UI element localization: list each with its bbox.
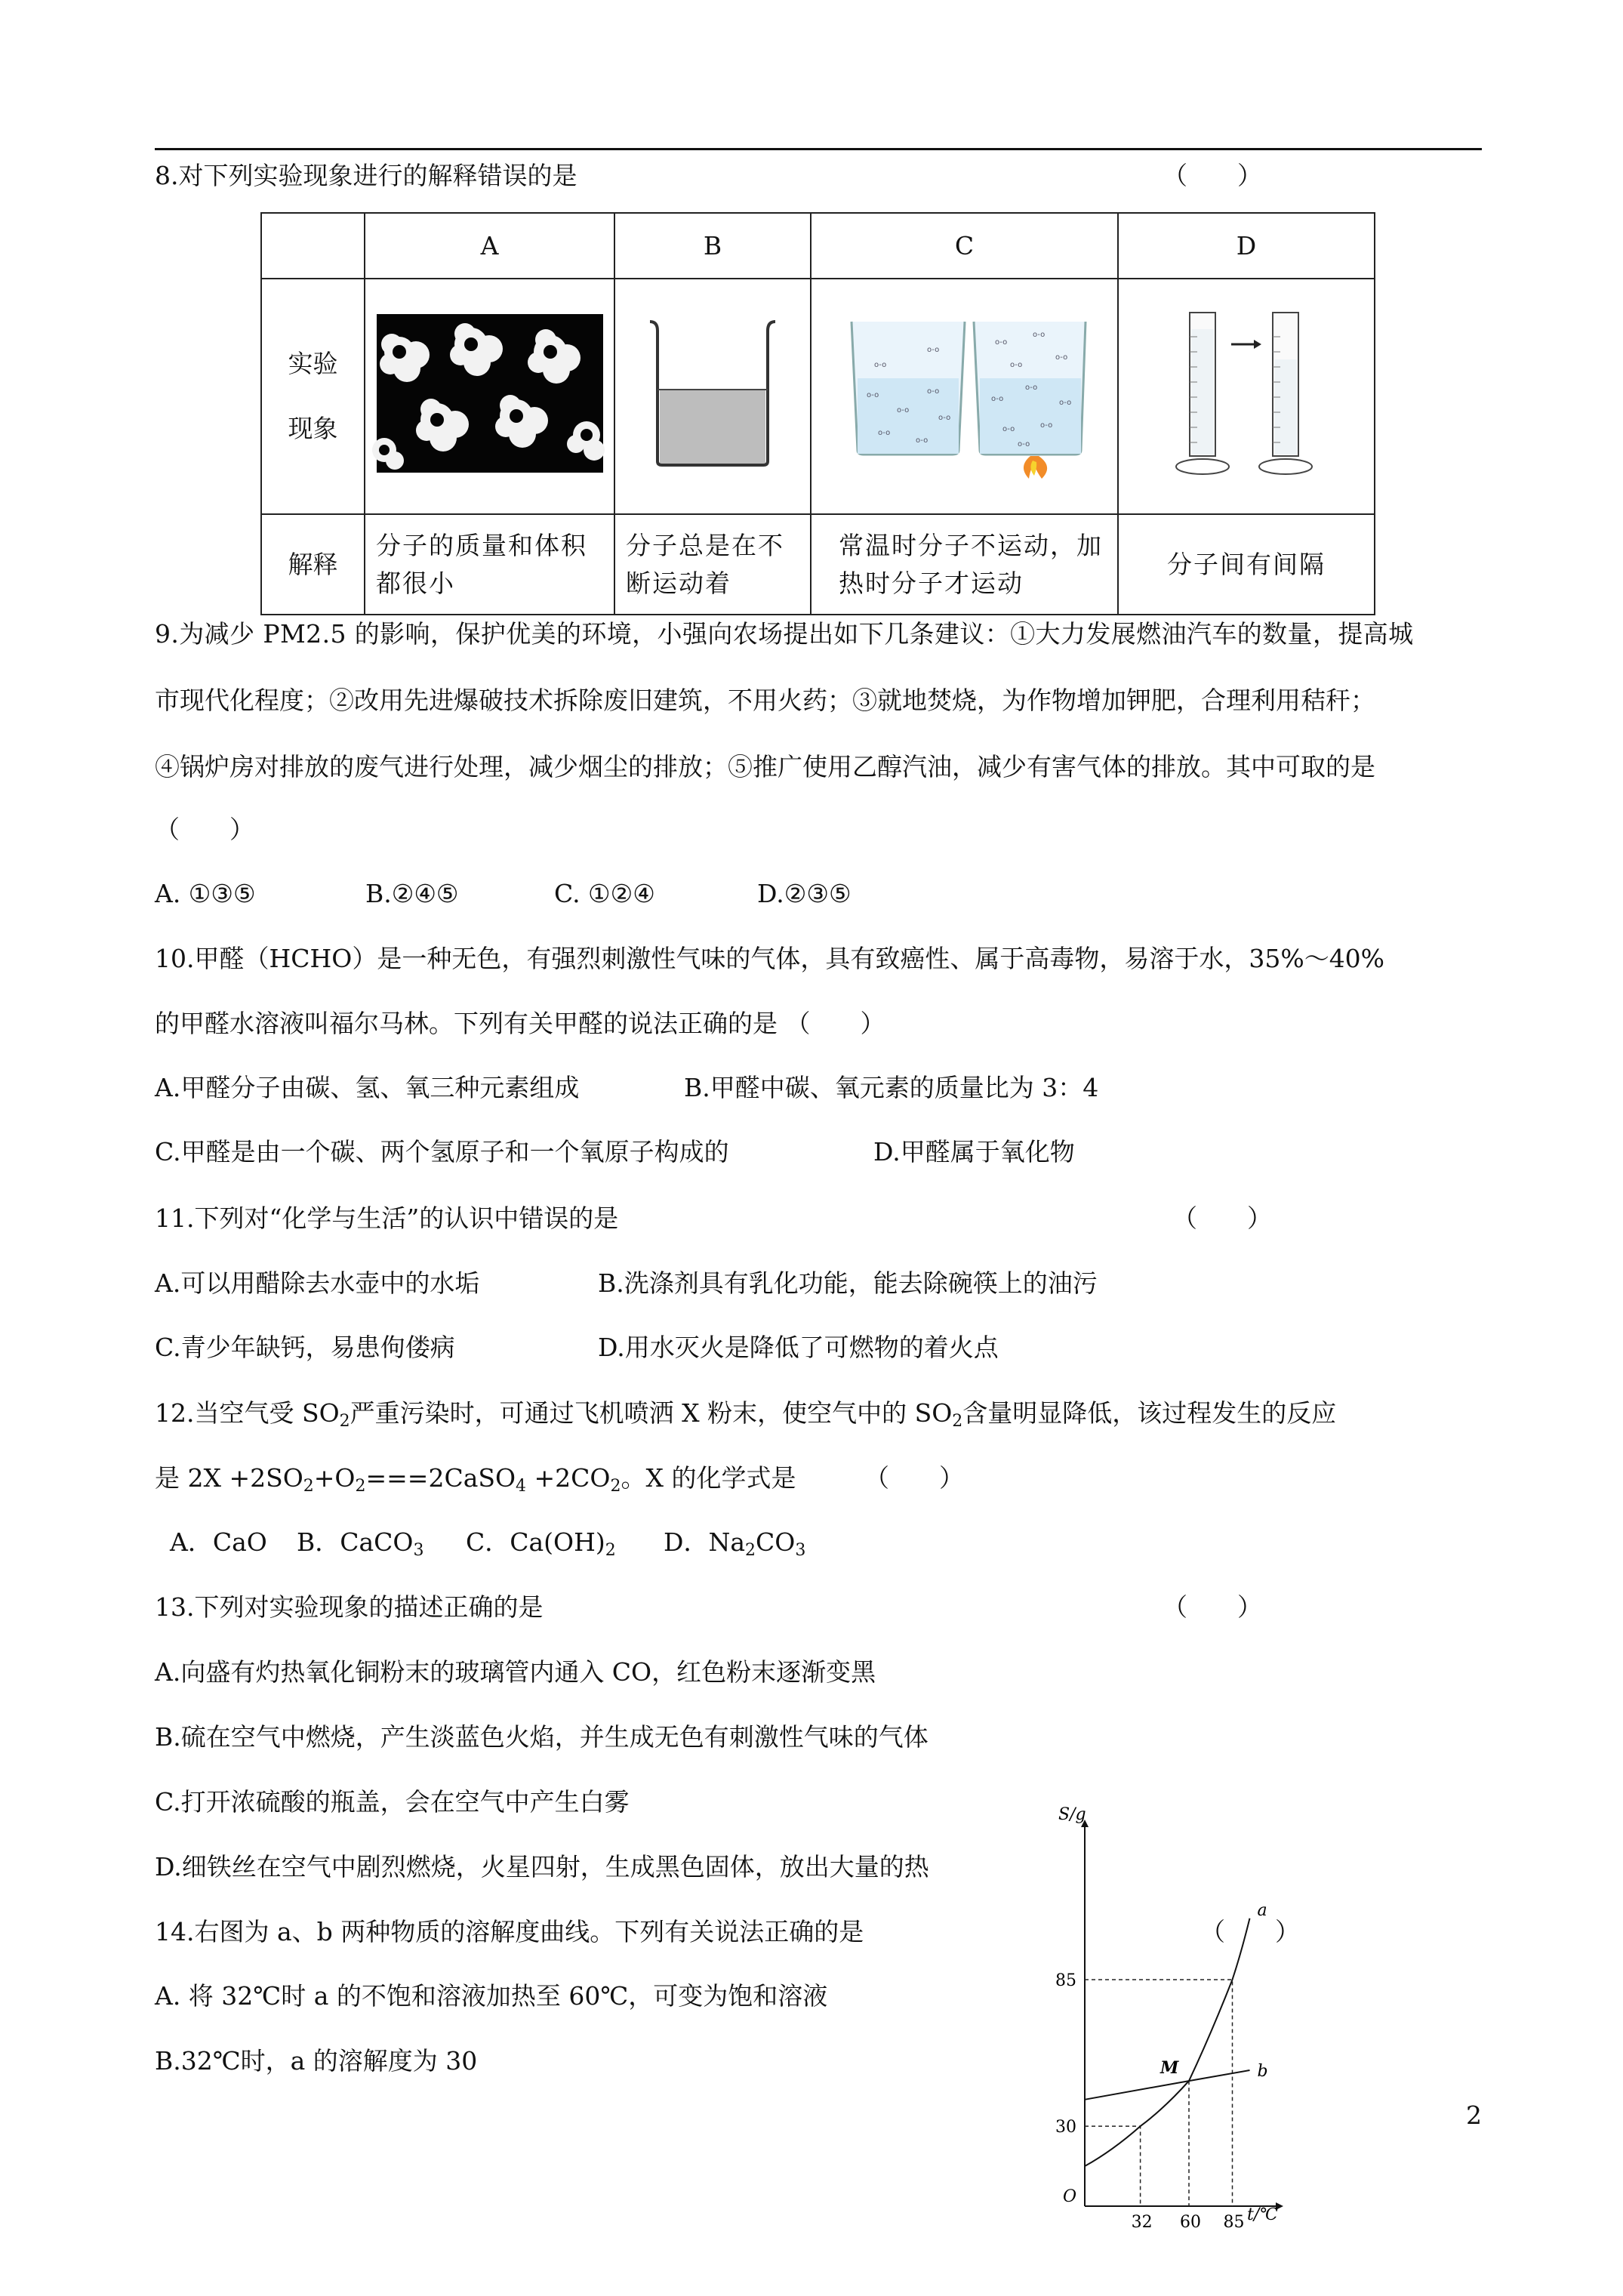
q13-option-d: D.细铁丝在空气中剧烈燃烧，火星四射，生成黑色固体，放出大量的热 — [155, 1852, 929, 1881]
guide-85 — [1085, 1980, 1233, 2206]
q14-answer-bracket: （ ） — [1200, 1917, 1300, 1946]
q8-table — [260, 212, 1375, 615]
solubility-chart — [1049, 1797, 1306, 2232]
q12-option-d — [664, 1526, 805, 1559]
x-tick-label: 85 — [1223, 2213, 1245, 2232]
q11-option-c: C.青少年缺钙，易患佝偻病 — [155, 1333, 455, 1362]
x-tick-label: 60 — [1180, 2213, 1201, 2232]
q9-option-b: B.②④⑤ — [365, 879, 459, 908]
q12-text-3: 含量明显降低，该过程发生的反应 — [962, 1398, 1337, 1428]
q11-answer-bracket: （ ） — [1172, 1203, 1272, 1233]
q12-option-c-sub: 2 — [605, 1541, 616, 1560]
q12-eq-1: 是 2X +2SO — [155, 1463, 303, 1493]
series-label-a: a — [1257, 1900, 1267, 1920]
header-a: A — [365, 213, 614, 279]
q12-text-1: 12.当空气受 SO — [155, 1398, 340, 1428]
explanation-c: 常温时分子不运动，加热时分子才运动 — [811, 514, 1118, 615]
q12-line1 — [155, 1397, 1336, 1430]
q11-option-d: D.用水灭火是降低了可燃物的着火点 — [598, 1333, 999, 1362]
q10-option-d: D.甲醛属于氧化物 — [873, 1137, 1075, 1166]
q12-option-b-text: B．CaCO — [297, 1527, 414, 1557]
q10-option-a: A.甲醛分子由碳、氢、氧三种元素组成 — [155, 1073, 580, 1102]
intersection-label: M — [1160, 2058, 1179, 2079]
q9-option-a: A. ①③⑤ — [155, 879, 256, 908]
origin-label: O — [1063, 2187, 1077, 2206]
svg-text:o-o: o-o — [926, 387, 939, 396]
q12-sub-2: 2 — [952, 1412, 963, 1431]
q12-eq-4: +2CO — [526, 1463, 611, 1493]
svg-text:o-o: o-o — [994, 338, 1007, 347]
q14-option-b: B.32℃时，a 的溶解度为 30 — [155, 2046, 478, 2076]
guide-30 — [1085, 2126, 1141, 2206]
svg-text:o-o: o-o — [990, 395, 1003, 403]
x-axis-label: t/℃ — [1247, 2205, 1278, 2224]
svg-text:o-o: o-o — [1024, 384, 1037, 392]
y-tick-label: 85 — [1055, 1971, 1076, 1990]
q12-option-a: A．CaO — [170, 1527, 267, 1557]
q12-text-2: 严重污染时，可通过飞机喷洒 X 粉末，使空气中的 SO — [350, 1398, 953, 1428]
svg-text:o-o: o-o — [1039, 421, 1052, 430]
header-c: C — [811, 213, 1118, 279]
image-a — [365, 279, 614, 514]
molecule-micrograph-image — [377, 314, 603, 473]
svg-text:o-o: o-o — [926, 346, 939, 354]
q9-line3: ④锅炉房对排放的废气进行处理，减少烟尘的排放；⑤推广使用乙醇汽油，减少有害气体的排放。其中可取的是 — [155, 752, 1375, 781]
explanation-b: 分子总是在不断运动着 — [614, 514, 811, 615]
header-b: B — [614, 213, 811, 279]
y-axis-label: S/g — [1058, 1805, 1086, 1824]
q9-bracket: （ ） — [155, 815, 254, 844]
q12-option-d-text1: D．Na — [664, 1527, 746, 1557]
q12-eq-sub-2: 2 — [355, 1477, 366, 1496]
q12-eq-sub-3: 4 — [516, 1477, 527, 1496]
svg-text:o-o: o-o — [1055, 353, 1067, 362]
page-number: 2 — [1466, 2100, 1482, 2130]
q13-option-b: B.硫在空气中燃烧，产生淡蓝色火焰，并生成无色有刺激性气味的气体 — [155, 1722, 929, 1752]
q8-stem: 8.对下列实验现象进行的解释错误的是 — [155, 161, 577, 190]
row-label-line1: 实验 — [288, 349, 338, 378]
q13-stem: 13.下列对实验现象的描述正确的是 — [155, 1592, 544, 1622]
q12-eq-sub-1: 2 — [303, 1477, 314, 1496]
explanation-d: 分子间有间隔 — [1118, 514, 1375, 615]
q13-answer-bracket: （ ） — [1163, 1592, 1262, 1622]
q9-line1: 9.为减少 PM2.5 的影响，保护优美的环境，小强向农场提出如下几条建议：①大力发展燃油汽车的数量，提高城 — [155, 619, 1414, 649]
q9-option-c: C. ①②④ — [554, 879, 655, 908]
header-d: D — [1118, 213, 1375, 279]
q9-option-d: D.②③⑤ — [757, 879, 852, 908]
image-d — [1118, 279, 1375, 514]
q12-line2 — [155, 1462, 796, 1495]
q12-option-c — [466, 1526, 616, 1559]
svg-text:o-o: o-o — [938, 414, 950, 422]
q12-option-d-text2: CO — [756, 1527, 796, 1557]
svg-text:o-o: o-o — [915, 436, 928, 445]
image-b — [614, 279, 811, 514]
series-label-b: b — [1257, 2061, 1268, 2081]
q12-option-b-sub: 3 — [413, 1541, 424, 1560]
heated-beakers-image — [844, 307, 1086, 480]
q14-option-a: A. 将 32℃时 a 的不饱和溶液加热至 60℃，可变为饱和溶液 — [155, 1981, 828, 2011]
y-tick-label: 30 — [1055, 2118, 1076, 2137]
q12-eq-3: ===2CaSO — [365, 1463, 516, 1493]
svg-text:o-o: o-o — [1002, 425, 1015, 433]
q12-eq-5: 。X 的化学式是 — [621, 1463, 796, 1493]
graduated-cylinders-image — [1160, 307, 1333, 480]
q11-option-b: B.洗涤剂具有乳化功能，能去除碗筷上的油污 — [598, 1268, 1098, 1298]
q12-option-d-sub2: 3 — [795, 1541, 806, 1560]
q14-stem: 14.右图为 a、b 两种物质的溶解度曲线。下列有关说法正确的是 — [155, 1917, 864, 1946]
q10-line2: 的甲醛水溶液叫福尔马林。下列有关甲醛的说法正确的是 （ ） — [155, 1009, 885, 1038]
q12-answer-bracket: （ ） — [864, 1463, 964, 1493]
q12-eq-sub-4: 2 — [610, 1477, 621, 1496]
q11-option-a: A.可以用醋除去水壶中的水垢 — [155, 1268, 480, 1298]
q12-option-c-text: C．Ca(OH) — [466, 1527, 605, 1557]
q11-stem: 11.下列对“化学与生活”的认识中错误的是 — [155, 1203, 619, 1233]
q12-option-b — [297, 1526, 423, 1559]
svg-text:o-o: o-o — [866, 391, 879, 399]
image-c — [811, 279, 1118, 514]
header-rule — [155, 148, 1482, 150]
series-line-a — [1085, 1918, 1250, 2166]
q13-option-c: C.打开浓硫酸的瓶盖，会在空气中产生白雾 — [155, 1787, 630, 1817]
svg-text:o-o: o-o — [1017, 440, 1030, 448]
q13-option-a: A.向盛有灼热氧化铜粉末的玻璃管内通入 CO，红色粉末逐渐变黑 — [155, 1657, 876, 1687]
q8-answer-bracket: （ ） — [1163, 161, 1262, 190]
beaker-image — [641, 314, 784, 473]
svg-text:o-o: o-o — [1058, 399, 1071, 407]
svg-text:o-o: o-o — [1009, 361, 1022, 369]
corner-cell — [261, 213, 365, 279]
svg-text:o-o: o-o — [896, 406, 909, 415]
q10-option-c: C.甲醛是由一个碳、两个氢原子和一个氧原子构成的 — [155, 1137, 729, 1166]
row-label-line2: 现象 — [288, 414, 338, 443]
q12-option-d-sub1: 2 — [745, 1541, 756, 1560]
chart-marks — [1055, 1805, 1283, 2232]
q10-option-b: B.甲醛中碳、氧元素的质量比为 3：4 — [684, 1073, 1099, 1102]
svg-text:o-o: o-o — [1032, 331, 1045, 339]
q10-line1: 10.甲醛（HCHO）是一种无色，有强烈刺激性气味的气体，具有致癌性、属于高毒物，易溶于水，35%～40% — [155, 944, 1385, 973]
q12-eq-2: +O — [313, 1463, 356, 1493]
explanation-a: 分子的质量和体积都很小 — [365, 514, 614, 615]
x-tick-label: 32 — [1131, 2213, 1153, 2232]
row-label-explanation: 解释 — [261, 514, 365, 615]
svg-text:o-o: o-o — [877, 429, 890, 437]
q12-sub-1: 2 — [339, 1412, 350, 1431]
q9-line2: 市现代化程度；②改用先进爆破技术拆除废旧建筑，不用火药；③就地焚烧，为作物增加钾肥，合理利用秸秆； — [155, 686, 1375, 715]
svg-text:o-o: o-o — [873, 361, 886, 369]
row-label-phenomenon — [261, 279, 365, 514]
